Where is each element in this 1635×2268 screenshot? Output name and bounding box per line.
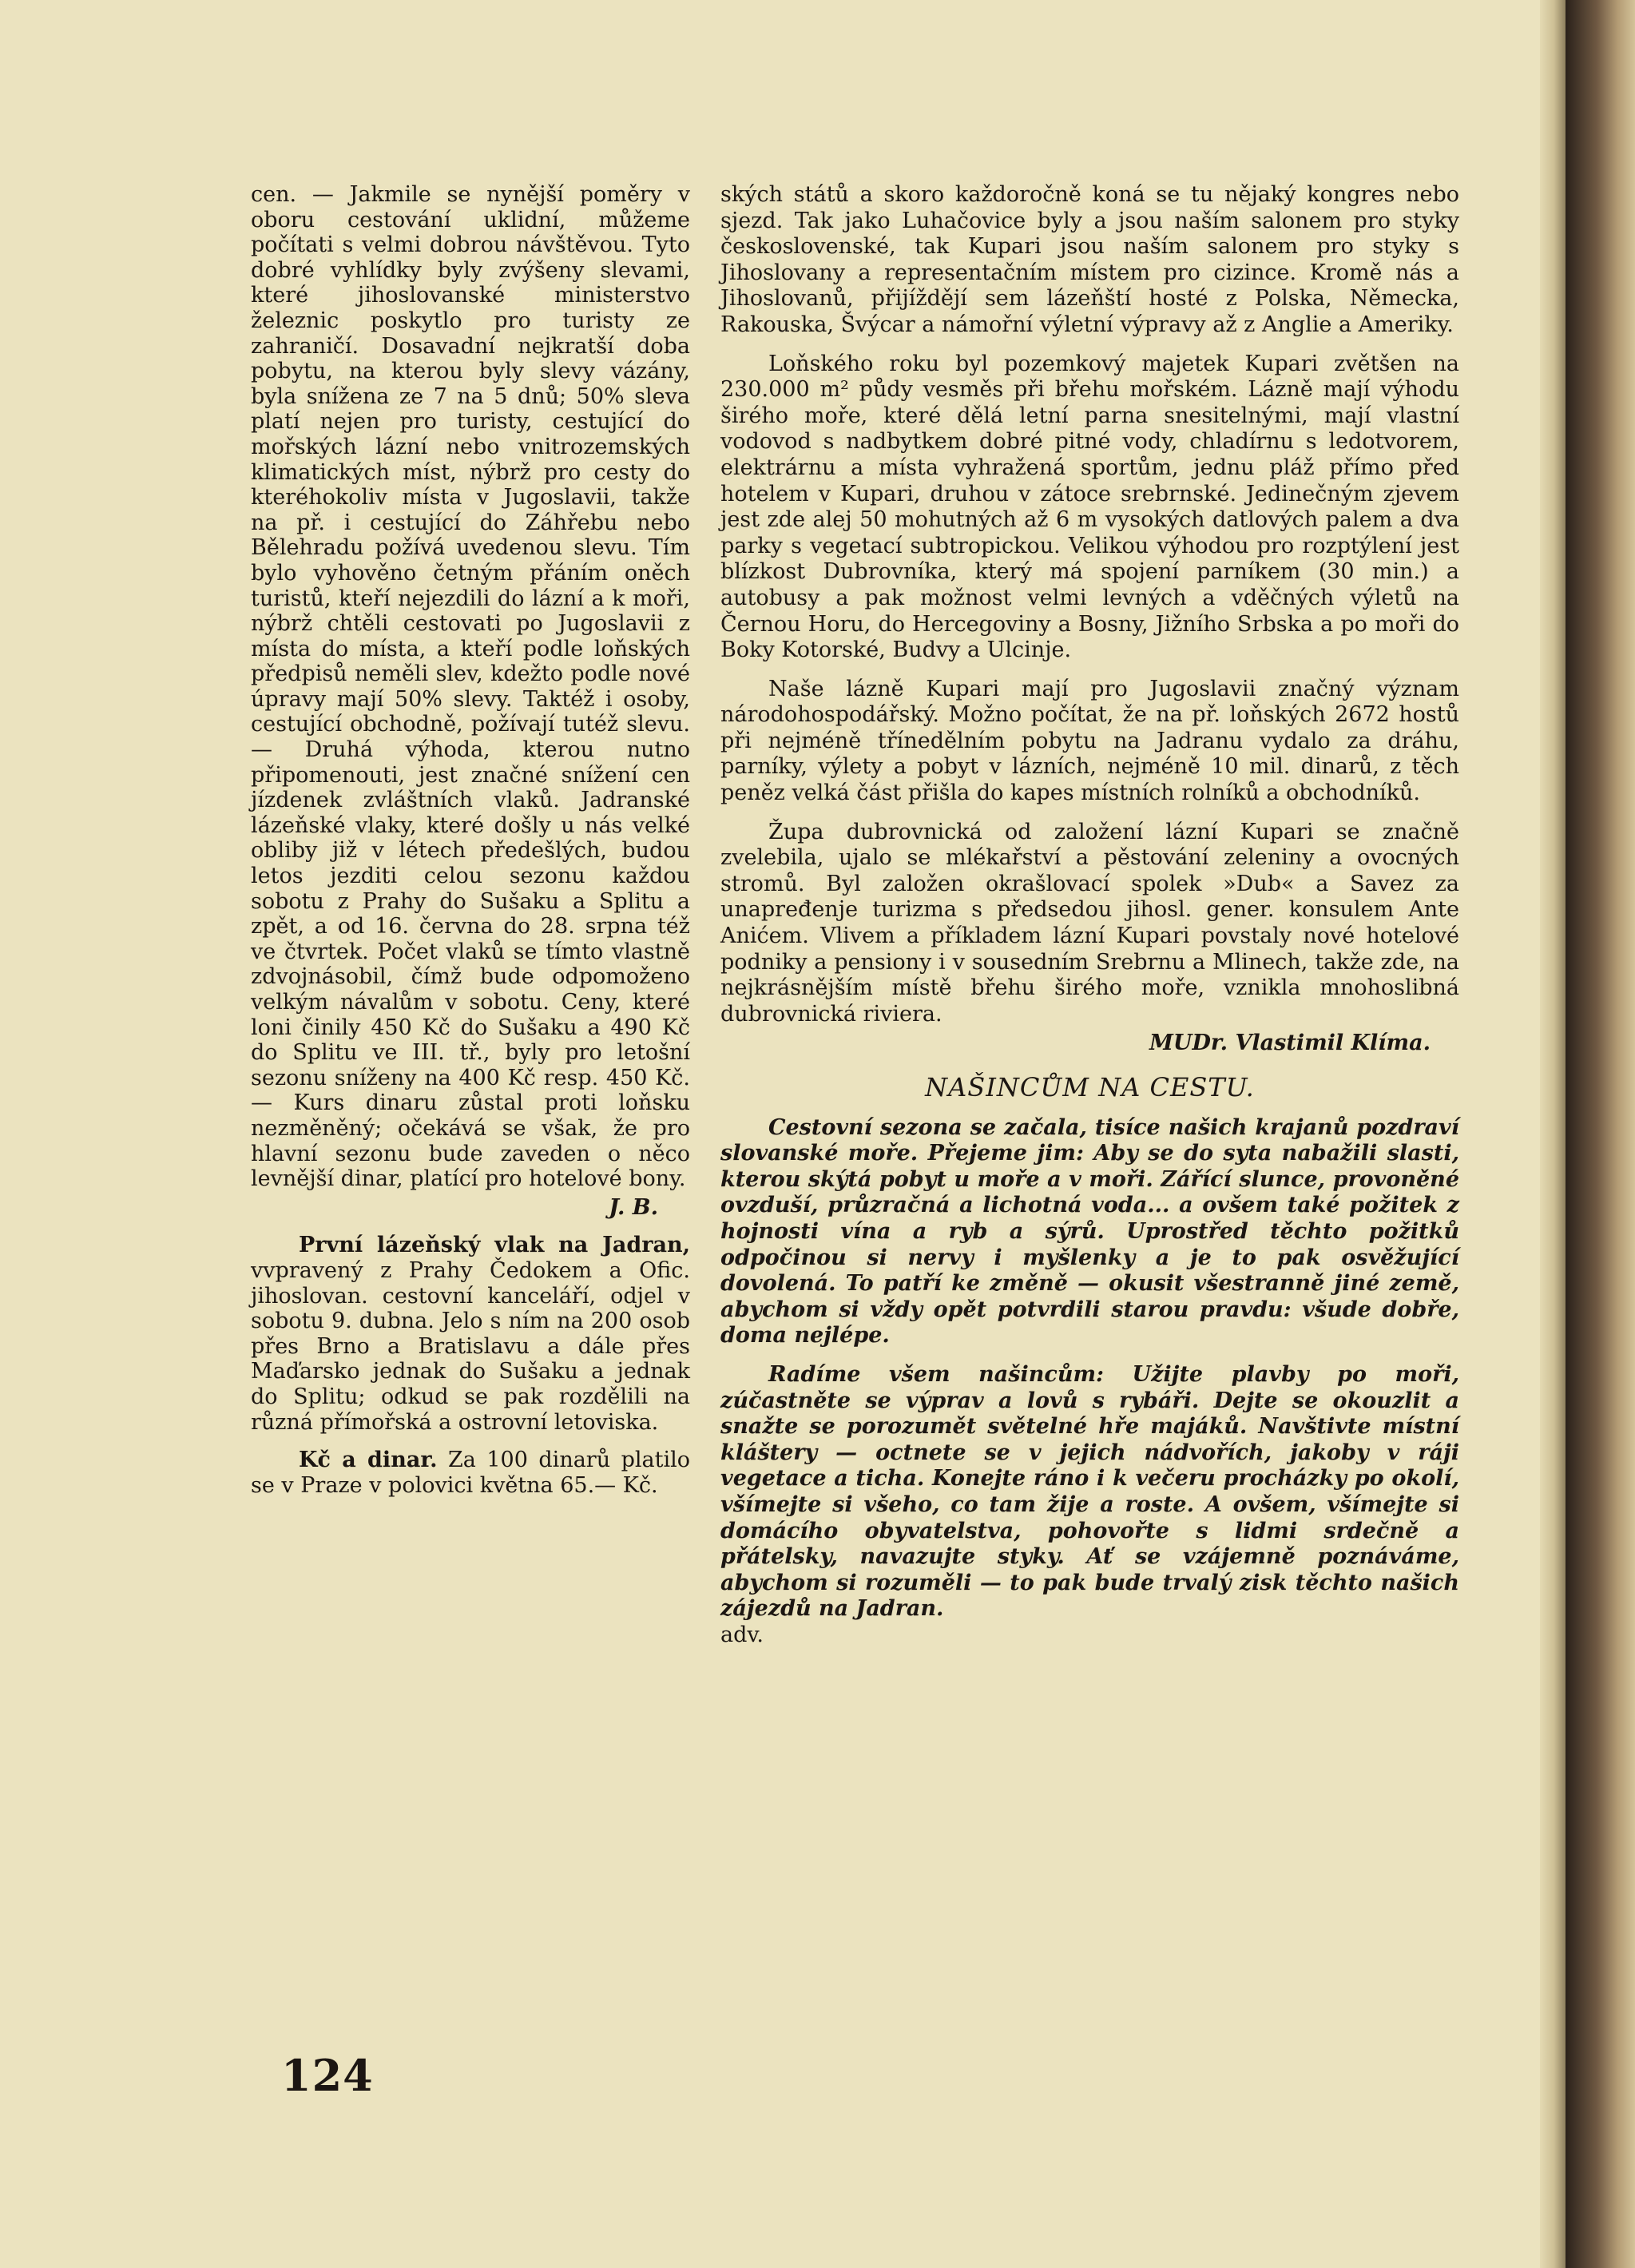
author-signature: J. B. (609, 1194, 658, 1220)
section-paragraph: Cestovní sezona se začala, tisíce našich krajanů pozdraví slovanské moře. Přejeme jim: Aby se do syta nabažili slasti, kterou skýtá pobyt u moře a v moři. Zářící slunce, provoněné ovzduší, průzračná a lichotná voda... a ovšem také požitek z hojnosti vína a ryb a sýrů. Uprostřed těchto požitků odpočinou si nervy i myšlenky a je to pak osvěžující dovolená. To patří ke změně — okusit všestranně jiné země, abychom si vždy opět potvrdili starou pravdu: všude dobře, doma nejlépe. (720, 1114, 1459, 1348)
section-signature: adv. (720, 1622, 764, 1647)
section-paragraph: Radíme všem našincům: Užijte plavby po moři, zúčastněte se výprav a lovů s rybáři. Dejte se okouzlit a snažte se porozumět světelné hře majáků. Navštivte místní kláštery — octnete se v jejich nádvořích, jakoby v ráji vegetace a ticha. Konejte ráno i k večeru procházky po okolí, všímejte si všeho, co tam žije a roste. A ovšem, všímejte si domácího obyvatelstva, pohovořte s lidmi srdečně a přátelsky, navazujte styky. Ať se vzájemně poznáváme, abychom si rozuměli — to pak bude trvalý zisk těchto našich zájezdů na Jadran. (720, 1361, 1459, 1622)
adjacent-page-edge (1566, 0, 1635, 2268)
news-body: Za 100 dinarů platilo se v Praze v polovici května 65.— Kč. (251, 1448, 690, 1498)
news-headline: Kč a dinar. (299, 1448, 438, 1473)
news-headline: První lázeňský vlak na Jadran, (299, 1233, 690, 1258)
article-paragraph: ských států a skoro každoročně koná se tu nějaký kongres nebo sjezd. Tak jako Luhačovice byly a jsou naším salonem pro styky československé, tak Kupari jsou naším salonem pro styky s Jihoslovany a representačním místem pro cizince. Kromě nás a Jihoslovanů, přijíždějí sem lázeňští hosté z Polska, Německa, Rakouska, Švýcar a námořní výletní výpravy až z Anglie a Ameriky. (720, 182, 1459, 337)
news-item-train (251, 1233, 690, 1435)
section-title: NAŠINCŮM NA CESTU. (925, 1072, 1255, 1102)
article-paragraph: Naše lázně Kupari mají pro Jugoslavii značný význam národohospodářský. Možno počítat, že na př. loňských 2672 hostů při nejméně třínedělním pobytu na Jadranu vydalo za dráhu, parníky, výlety a pobyt v lázních, nejméně 10 mil. dinarů, z těch peněz velká část přišla do kapes místních rolníků a obchodníků. (720, 676, 1459, 806)
news-body: vvpravený z Prahy Čedokem a Ofic. jihoslovan. cestovní kanceláří, odjel v sobotu 9. dubna. Jelo s ním na 200 osob přes Brno a Bratislavu a dále přes Maďarsko jednak do Sušaku a jednak do Splitu; odkud se pak rozdělili na různá přímořská a ostrovní letoviska. (251, 1257, 690, 1435)
author-signature: MUDr. Vlastimil Klíma. (1149, 1031, 1431, 1056)
left-column (251, 182, 690, 1498)
article-paragraph: Loňského roku byl pozemkový majetek Kupari zvětšen na 230.000 m² půdy vesměs při břehu mořském. Lázně mají výhodu širého moře, které dělá letní parna snesitelnými, mají vlastní vodovod s nadbytkem dobré pitné vody, chladírnu s ledotvorem, elektrárnu a místa vyhražená sportům, jednu pláž přímo před hotelem v Kupari, druhou v zátoce srebrnské. Jedinečným zjevem jest zde alej 50 mohutných až 6 m vysokých datlových palem a dva parky s vegetací subtropickou. Velikou výhodou pro rozptýlení jest blízkost Dubrovníka, který má spojení parníkem (30 min.) a autobusy a pak možnost velmi levných a vděčných výletů na Černou Horu, do Hercegoviny a Bosny, Jižního Srbska a po moři do Boky Kotorské, Budvy a Ulcinje. (720, 351, 1459, 663)
page-number: 124 (281, 2050, 374, 2101)
article-paragraph: cen. — Jakmile se nynější poměry v oboru cestování uklidní, můžeme počítati s velmi dobrou návštěvou. Tyto dobré vyhlídky byly zvýšeny slevami, které jihoslovanské ministerstvo železnic poskytlo pro turisty ze zahraničí. Dosavadní nejkratší doba pobytu, na kterou byly slevy vázány, byla snížena ze 7 na 5 dnů; 50% sleva platí nejen pro turisty, cestující do mořských lázní nebo vnitrozemských klimatických míst, nýbrž pro cesty do kteréhokoliv místa v Jugoslavii, takže na př. i cestující do Záhřebu nebo Bělehradu požívá uvedenou slevu. Tím bylo vyhověno četným přáním oněch turistů, kteří nejezdili do lázní a k moři, nýbrž chtěli cestovati po Jugoslavii z místa do místa, a kteří podle loňských předpisů neměli slev, kdežto podle nové úpravy mají 50% slevy. Taktéž i osoby, cestující obchodně, požívají tutéž slevu. — Druhá výhoda, kterou nutno připomenouti, jest značné snížení cen jízdenek zvláštních vlaků. Jadranské lázeňské vlaky, které došly u nás velké obliby již v létech předešlých, budou letos jezditi celou sezonu každou sobotu z Prahy do Sušaku a Splitu a zpět, a od 16. června do 28. srpna též ve čtvrtek. Počet vlaků se tímto vlastně zdvojnásobil, čímž bude odpomoženo velkým návalům v sobotu. Ceny, které loni činily 450 Kč do Sušaku a 490 Kč do Splitu ve III. tř., byly pro letošní sezonu sníženy na 400 Kč resp. 450 Kč. — Kurs dinaru zůstal proti loňsku nezměněný; očekává se však, že pro hlavní sezonu bude zaveden o něco levnější dinar, platící pro hotelové bony. (251, 182, 690, 1192)
page-edge (1540, 0, 1566, 2268)
news-item-currency (251, 1448, 690, 1498)
right-column (720, 182, 1459, 1648)
article-paragraph: Župa dubrovnická od založení lázní Kupari se značně zvelebila, ujalo se mlékařství a pěstování zeleniny a ovocných stromů. Byl založen okrašlovací spolek »Dub« a Savez za unapređenje turizma s předsedou jihosl. gener. konsulem Ante Anićem. Vlivem a příkladem lázní Kupari povstaly nové hotelové podniky a pensiony i v sousedním Srebrnu a Mlinech, takže zde, na nejkrásnějším místě břehu širého moře, vznikla mnohoslibná dubrovnická riviera. (720, 819, 1459, 1027)
